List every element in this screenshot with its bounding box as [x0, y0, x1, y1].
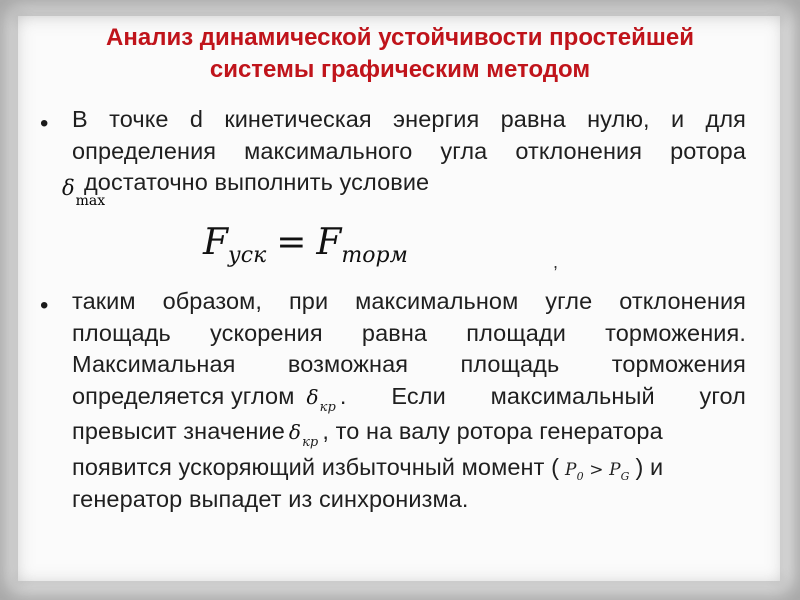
bullet2-line-5-pre: превысит значение: [72, 418, 285, 444]
title-line-2: системы графическим методом: [209, 56, 591, 83]
bullet2-line-4-post: . Если максимальный угол: [339, 382, 746, 409]
bullet2-line-7: генератор выпадет из синхронизма.: [72, 486, 469, 512]
bullet2-line-4-pre: определяется углом: [72, 382, 295, 409]
bullet2-line-6: [72, 452, 746, 485]
formula-right-subscript: торм: [341, 243, 408, 268]
bullet2-line-2: площадь ускорения равна площади торможения.: [72, 319, 746, 346]
delta-kr-subscript-1: кр: [319, 399, 336, 415]
ineq-right-sub: G: [620, 469, 630, 483]
equation-formula: [203, 222, 408, 268]
delta-kr-symbol-1: [306, 381, 335, 417]
delta-max-symbol: [62, 176, 106, 209]
bullet-marker-1: •: [40, 110, 49, 137]
bullet1-line-2: определения максимального угла отклонения ротора: [72, 137, 746, 164]
bullet1-line-1: В точке d кинетическая энергия равна нулю, и для: [72, 106, 746, 132]
formula-left-symbol: F: [203, 222, 228, 263]
delta-kr-subscript-2: кр: [302, 435, 319, 450]
ineq-right: P: [609, 459, 621, 480]
bullet2-line-4-rest: [294, 381, 746, 417]
delta-kr-greek-1: δ: [306, 384, 319, 409]
bullet-paragraph-1: [72, 104, 746, 199]
ineq-operator: >: [589, 459, 604, 480]
bullet2-line-5: [72, 416, 746, 452]
bullet2-line-6-pre: появится ускоряющий избыточный момент (: [72, 453, 560, 480]
delta-kr-symbol-2: [289, 416, 318, 452]
delta-kr-greek-2: δ: [288, 420, 302, 444]
formula-operator: =: [276, 222, 307, 263]
power-inequality: [565, 455, 629, 488]
bullet2-line-5-post: , то на валу ротора генератора: [322, 418, 663, 444]
bullet2-line-4: [72, 381, 746, 417]
bullet2-line-1: таким образом, при максимальном угле отклонения: [72, 288, 746, 314]
bullet2-line-6-post: ) и: [635, 453, 664, 480]
bullet-paragraph-2: [72, 286, 746, 516]
slide-title: [40, 22, 760, 86]
title-line-1: Анализ динамической устойчивости простейшей: [106, 24, 694, 51]
delta-max-greek: δ: [62, 176, 75, 200]
bullet1-line-3: достаточно выполнить условие: [84, 169, 430, 195]
ineq-left-sub: 0: [576, 469, 584, 483]
formula-trailing-comma: ,: [553, 252, 559, 272]
ineq-left: P: [565, 459, 577, 480]
delta-max-subscript: max: [75, 193, 106, 209]
bullet2-line-3: Максимальная возможная площадь торможения: [72, 351, 746, 377]
formula-left-subscript: уск: [227, 243, 267, 268]
formula-right-symbol: F: [316, 222, 342, 263]
bullet-marker-2: •: [40, 292, 49, 319]
